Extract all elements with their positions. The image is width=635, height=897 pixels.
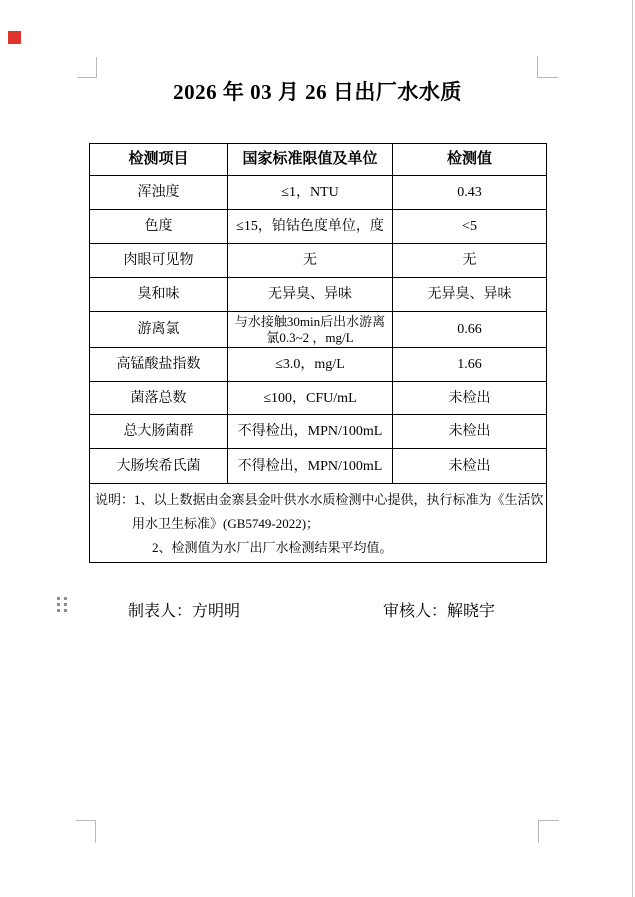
cell-value: 1.66 (393, 348, 547, 382)
cell-item: 总大肠菌群 (90, 415, 228, 449)
cell-limit: 不得检出，MPN/100mL (228, 415, 393, 449)
cell-limit: 与水接触30min后出水游离氯0.3~2 ，mg/L (228, 312, 393, 348)
table-row (90, 415, 547, 449)
cell-item: 肉眼可见物 (90, 244, 228, 278)
handle-dot (57, 609, 60, 612)
note-cell (90, 484, 547, 563)
document-title: 2026 年 03 月 26 日出厂水水质 (173, 80, 462, 104)
reviewer-name: 审核人：解晓宇 (383, 603, 496, 620)
margin-crop-mark-bottom-left (76, 820, 96, 843)
cell-value: 未检出 (393, 449, 547, 484)
handle-dot (64, 603, 67, 606)
column-header-item: 检测项目 (90, 144, 228, 176)
cell-value: 未检出 (393, 382, 547, 415)
cell-limit: ≤3.0，mg/L (228, 348, 393, 382)
table-row (90, 348, 547, 382)
table-row (90, 176, 547, 210)
table-row (90, 244, 547, 278)
cell-limit: ≤100，CFU/mL (228, 382, 393, 415)
cell-item: 高锰酸盐指数 (90, 348, 228, 382)
handle-dot (64, 597, 67, 600)
cell-value: 0.66 (393, 312, 547, 348)
cell-limit: ≤1，NTU (228, 176, 393, 210)
table-row (90, 210, 547, 244)
handle-dot (64, 609, 67, 612)
page-edge-line (632, 0, 633, 897)
paragraph-drag-handle-icon[interactable] (57, 597, 67, 612)
handle-dot (57, 603, 60, 606)
table-row (90, 278, 547, 312)
column-header-limit: 国家标准限值及单位 (228, 144, 393, 176)
margin-crop-mark-top-left (77, 57, 97, 78)
margin-crop-mark-top-right (537, 56, 558, 78)
handle-dot (57, 597, 60, 600)
column-header-value: 检测值 (393, 144, 547, 176)
cell-value: 无 (393, 244, 547, 278)
table-header-row (90, 144, 547, 176)
cell-item: 色度 (90, 210, 228, 244)
margin-crop-mark-bottom-right (538, 820, 559, 843)
cell-item: 游离氯 (90, 312, 228, 348)
cell-item: 菌落总数 (90, 382, 228, 415)
cell-limit: ≤15，铂钴色度单位，度 (228, 210, 393, 244)
cell-item: 臭和味 (90, 278, 228, 312)
table-note-row (90, 484, 547, 563)
cell-value: <5 (393, 210, 547, 244)
cell-limit: 无 (228, 244, 393, 278)
table-row (90, 382, 547, 415)
cell-item: 大肠埃希氏菌 (90, 449, 228, 484)
cell-limit: 无异臭、异味 (228, 278, 393, 312)
cell-value: 无异臭、异味 (393, 278, 547, 312)
note-line-3: 2、检测值为水厂出厂水检测结果平均值。 (152, 540, 393, 555)
preparer-name: 制表人：方明明 (128, 603, 241, 620)
cell-limit: 不得检出，MPN/100mL (228, 449, 393, 484)
red-status-square (8, 31, 21, 44)
cell-value: 0.43 (393, 176, 547, 210)
cell-item: 浑浊度 (90, 176, 228, 210)
note-line-1: 说明：1、以上数据由金寨县金叶供水水质检测中心提供，执行标准为《生活饮 (95, 492, 544, 507)
water-quality-table (89, 143, 547, 563)
table-row (90, 312, 547, 348)
cell-value: 未检出 (393, 415, 547, 449)
table-row (90, 449, 547, 484)
note-line-2: 用水卫生标准》(GB5749-2022)； (132, 516, 320, 531)
